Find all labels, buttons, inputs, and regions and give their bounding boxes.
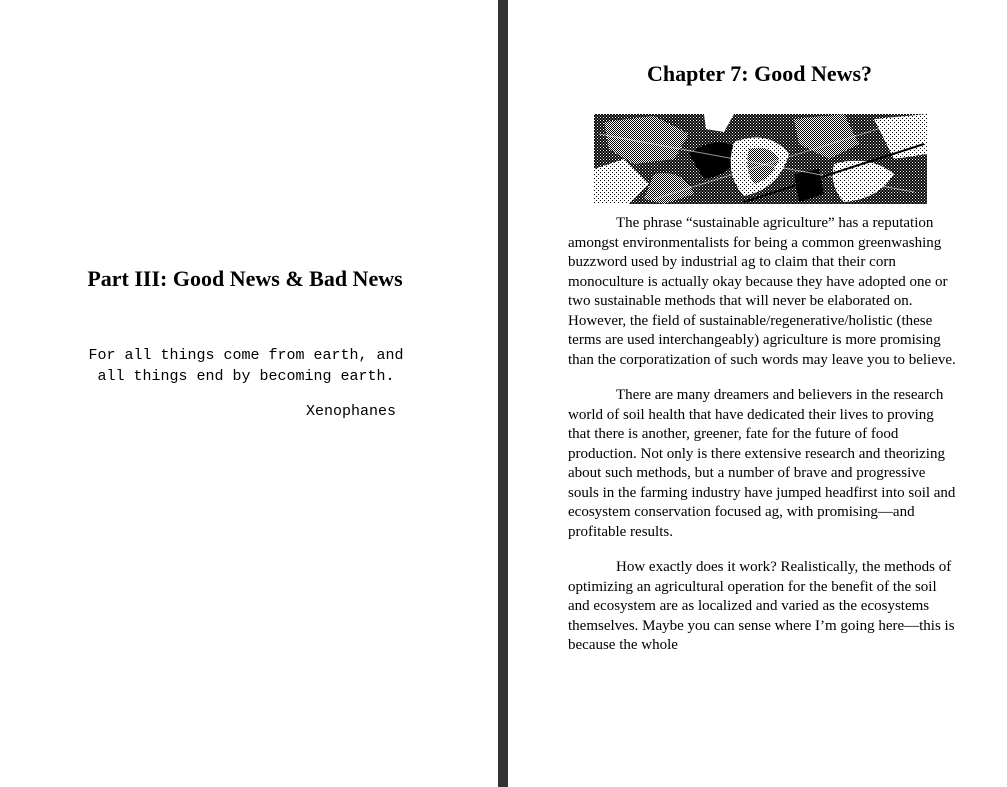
paragraph-1: The phrase “sustainable agriculture” has a reputation amongst environmentalists for being a common greenwashing buzzword used by industrial ag to claim that their corn monoculture is actually okay because they have adopted one or two sustainable methods that will never be elaborated on. However, the field of sustainable/regenerative/holistic (these terms are used interchangeably) agriculture is more promising than the corporatization of such words may leave you to believe. [568,215,956,368]
epigraph-line-2: all things end by becoming earth. [97,368,395,385]
page-gutter [498,0,508,787]
left-page [0,0,498,787]
dithered-leaves-image [594,114,927,204]
paragraph-3: How exactly does it work? Realistically, the methods of optimizing an agricultural operation for the benefit of the soil and ecosystem are as localized and varied as the ecosystems themselves. Maybe you can sense where I’m going here—this is because the whole [568,559,955,653]
paragraph-2: There are many dreamers and believers in the research world of soil health that have dedicated their lives to proving that there is another, greener, fate for the future of food production. Not only is there extensive research and theorizing about such methods, but a number of brave and progressive souls in the farming industry have jumped headfirst into soil and ecosystem conservation focused ag, with promising—and profitable results. [568,387,956,540]
epigraph-quote [88,345,404,387]
chapter-illustration [594,114,927,204]
epigraph-attribution: Xenophanes [305,403,396,420]
right-page [508,0,1007,787]
epigraph [88,345,404,422]
part-title: Part III: Good News & Bad News [87,266,403,291]
chapter-body [568,214,958,672]
epigraph-line-1: For all things come from earth, and [88,347,404,364]
chapter-title: Chapter 7: Good News? [646,61,873,86]
